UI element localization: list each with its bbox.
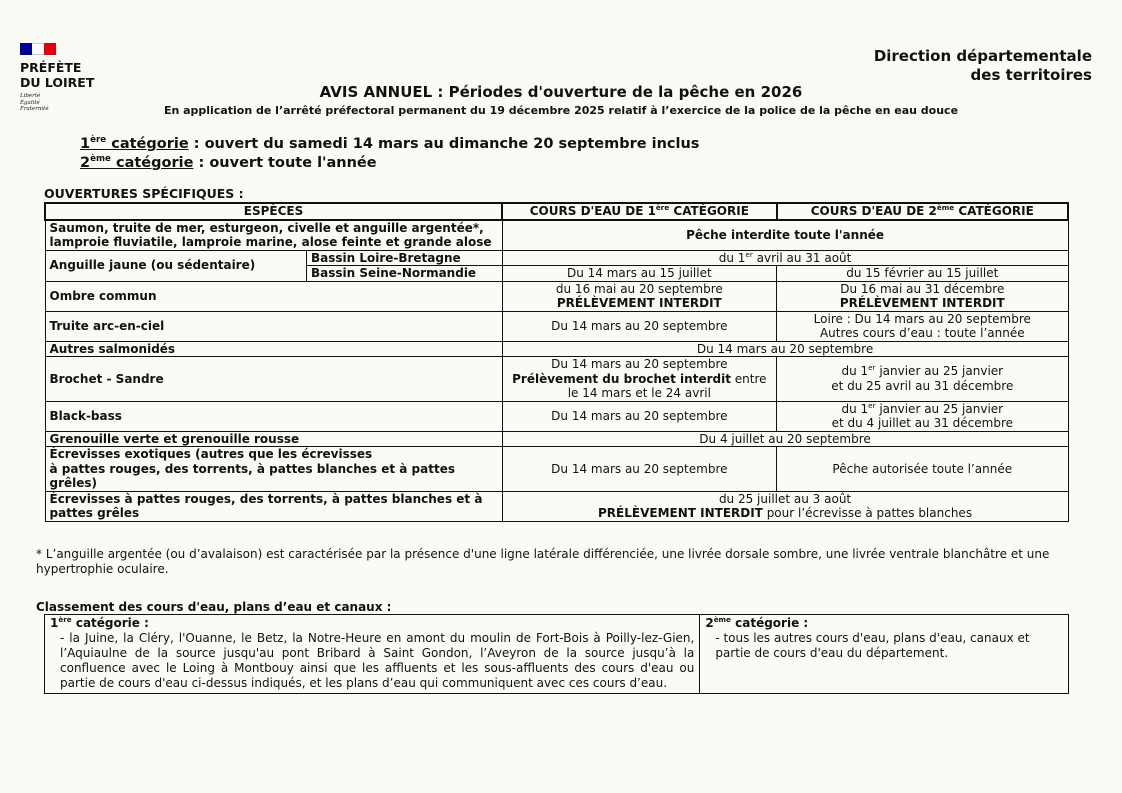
prefecture-name: PRÉFÈTE DU LOIRET <box>20 60 95 90</box>
marianne-logo <box>20 43 56 55</box>
table-row: Ombre commun du 16 mai au 20 septembre PRÉLÈVEMENT INTERDIT Du 16 mai au 31 décembre PRÉLÈVEMENT INTERDIT <box>45 281 1068 311</box>
footnote: * L’anguille argentée (ou d’avalaison) est caractérisée par la présence d'une ligne latérale différenciée, une livrée dorsale sombre, une livrée ventrale blanchâtre et une hypertrophie oculaire. <box>36 547 1050 576</box>
classification-heading: Classement des cours d'eau, plans d’eau et canaux : <box>36 600 392 614</box>
table-row: Bassin Seine-Normandie Du 14 mars au 15 juillet du 15 février au 15 juillet <box>45 266 1068 282</box>
first-category-line: 1ère catégorie : ouvert du samedi 14 mars au dimanche 20 septembre inclus <box>80 135 700 152</box>
header-cat1: COURS D'EAU DE 1ère CATÉGORIE <box>502 203 776 220</box>
table-row: Anguille jaune (ou sédentaire) Bassin Loire-Bretagne du 1er avril au 31 août <box>45 250 1068 266</box>
table-row: Écrevisses à pattes rouges, des torrents, à pattes blanches et à pattes grêles du 25 juillet au 3 août PRÉLÈVEMENT INTERDIT pour l’écrevisse à pattes blanches <box>45 491 1068 521</box>
table-row: Black-bass Du 14 mars au 20 septembre du 1er janvier au 25 janvier et du 4 juillet au 31 décembre <box>45 401 1068 431</box>
second-category-line: 2ème catégorie : ouvert toute l'année <box>80 154 377 171</box>
republic-motto: Liberté Égalité Fraternité <box>20 93 49 112</box>
header-cat2: COURS D'EAU DE 2ème CATÉGORIE <box>777 203 1068 220</box>
classification-table <box>44 614 1069 694</box>
classification-cat1: 1ère catégorie : - la Juine, la Cléry, l'Ouanne, le Betz, la Notre-Heure en amont du moulin de Fort-Bois à Poilly-lez-Gien, l’Aquiaulne de la source jusqu'au pont Bribard à Saint Gondon, l’Aveyron de la source jusqu’à la confluence avec le Loing à Montbouy ainsi que les affluents et les sous-affluents des cours d'eau ou partie de cours d'eau ci-dessus indiqués, et les plans d’eau qui communiquent avec ces cours d’eau. <box>45 615 700 694</box>
table-row: Brochet - Sandre Du 14 mars au 20 septembre Prélèvement du brochet interdit entre le 14 mars et le 24 avril du 1er janvier au 25 janvier et du 25 avril au 31 décembre <box>45 357 1068 402</box>
table-row <box>45 615 1069 694</box>
table-header-row <box>45 203 1068 220</box>
classification-cat2: 2ème catégorie : - tous les autres cours d'eau, plans d'eau, canaux et partie de cours d'eau du département. <box>700 615 1069 694</box>
table-row: Truite arc-en-ciel Du 14 mars au 20 septembre Loire : Du 14 mars au 20 septembre Autres cours d’eau : toute l’année <box>45 311 1068 341</box>
direction-name: Direction départementale des territoires <box>873 47 1092 84</box>
table-row: Saumon, truite de mer, esturgeon, civelle et anguille argentée*, lamproie fluviatile, lamproie marine, alose feinte et grande alose Pêche interdite toute l'année <box>45 220 1068 251</box>
specific-openings-table <box>44 202 1069 522</box>
table-row: Écrevisses exotiques (autres que les écrevisses à pattes rouges, des torrents, à pattes blanches et à pattes grêles) Du 14 mars au 20 septembre Pêche autorisée toute l’année <box>45 447 1068 492</box>
header-species: ESPÈCES <box>45 203 502 220</box>
page-subtitle: En application de l’arrêté préfectoral permanent du 19 décembre 2025 relatif à l’exercice de la police de la pêche en eau douce <box>163 104 959 117</box>
page-title: AVIS ANNUEL : Périodes d'ouverture de la pêche en 2026 <box>319 83 803 101</box>
table-row: Autres salmonidés Du 14 mars au 20 septembre <box>45 341 1068 357</box>
specific-openings-heading: OUVERTURES SPÉCIFIQUES : <box>44 186 244 201</box>
table-row: Grenouille verte et grenouille rousse Du 4 juillet au 20 septembre <box>45 431 1068 447</box>
